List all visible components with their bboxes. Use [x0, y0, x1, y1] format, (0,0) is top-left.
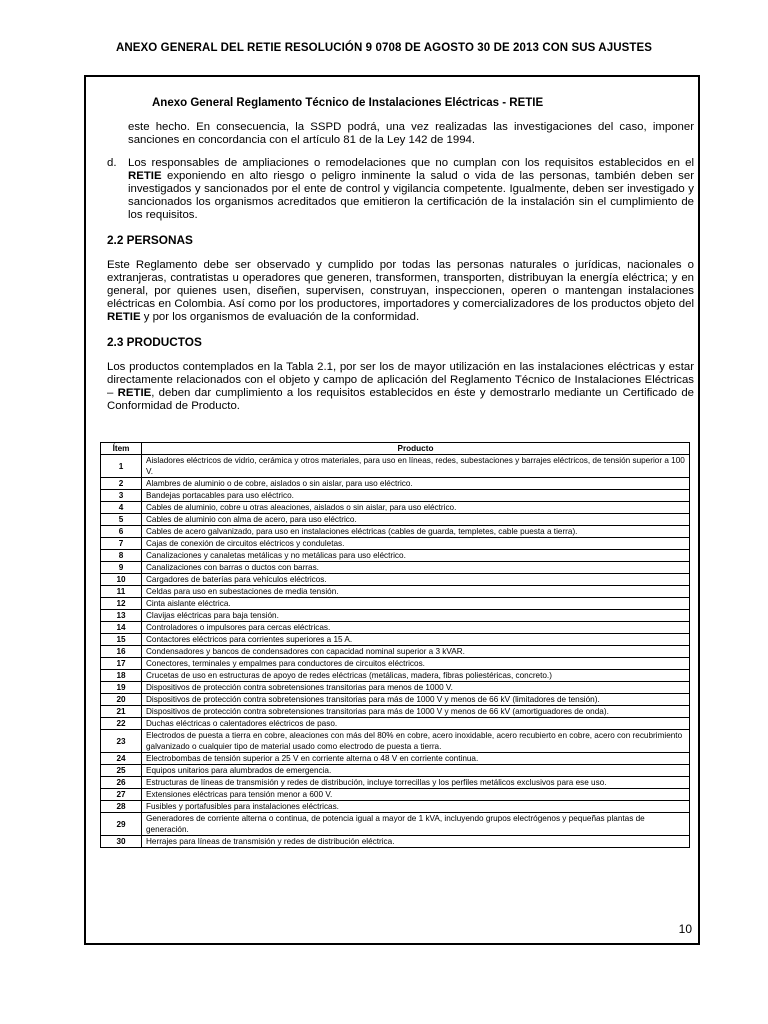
products-table: [100, 442, 690, 848]
item-number: 25: [101, 765, 142, 777]
table-row: [101, 801, 690, 813]
product-description: Electrodos de puesta a tierra en cobre, aleaciones con más del 80% en cobre, acero inoxidable, acero recubierto en cobre, acero con recubrimiento galvanizado o cualquier tipo de material usado como electrodo de puesta a tierra.: [142, 730, 690, 753]
item-number: 21: [101, 706, 142, 718]
column-header-producto: Producto: [142, 443, 690, 455]
item-number: 23: [101, 730, 142, 753]
table-row: [101, 813, 690, 836]
product-description: Dispositivos de protección contra sobretensiones transitorias para más de 1000 V y menos de 66 kV (amortiguadores de onda).: [142, 706, 690, 718]
product-description: Crucetas de uso en estructuras de apoyo de redes eléctricas (metálicas, madera, fibras poliestéricas, concreto.): [142, 670, 690, 682]
table-row: [101, 538, 690, 550]
item-number: 19: [101, 682, 142, 694]
paragraph-productos: Los productos contemplados en la Tabla 2.1, por ser los de mayor utilización en las instalaciones eléctricas y estar directamente relacionados con el objeto y campo de aplicación del Reglamento Técnico de Instalaciones Eléctricas – RETIE, deben dar cumplimiento a los requisitos establecidos en éste y demostrarlo mediante un Certificado de Conformidad de Producto.: [107, 361, 694, 412]
table-row: [101, 646, 690, 658]
table-row: [101, 718, 690, 730]
item-number: 22: [101, 718, 142, 730]
table-row: [101, 789, 690, 801]
continued-paragraph: este hecho. En consecuencia, la SSPD podrá, una vez realizadas las investigaciones del caso, imponer sanciones en concordancia con el artículo 81 de la Ley 142 de 1994.: [128, 121, 694, 146]
item-number: 13: [101, 610, 142, 622]
table-row: [101, 706, 690, 718]
product-description: Cajas de conexión de circuitos eléctricos y conduletas.: [142, 538, 690, 550]
product-description: Fusibles y portafusibles para instalaciones eléctricas.: [142, 801, 690, 813]
item-number: 1: [101, 455, 142, 478]
item-number: 3: [101, 490, 142, 502]
product-description: Equipos unitarios para alumbrados de emergencia.: [142, 765, 690, 777]
inner-title: Anexo General Reglamento Técnico de Instalaciones Eléctricas - RETIE: [152, 97, 544, 109]
item-number: 16: [101, 646, 142, 658]
table-row: [101, 634, 690, 646]
product-description: Dispositivos de protección contra sobretensiones transitorias para más de 1000 V y menos de 66 kV (limitadores de tensión).: [142, 694, 690, 706]
table-row: [101, 730, 690, 753]
product-description: Canalizaciones y canaletas metálicas y no metálicas para uso eléctrico.: [142, 550, 690, 562]
product-description: Cables de aluminio con alma de acero, para uso eléctrico.: [142, 514, 690, 526]
list-item-d: [107, 157, 694, 222]
page-number: 10: [678, 922, 692, 936]
product-description: Cables de acero galvanizado, para uso en instalaciones eléctricas (cables de guarda, templetes, cable puesta a tierra).: [142, 526, 690, 538]
section-heading-productos: 2.3 PRODUCTOS: [107, 335, 202, 349]
table-row: [101, 514, 690, 526]
document-header: ANEXO GENERAL DEL RETIE RESOLUCIÓN 9 0708 DE AGOSTO 30 DE 2013 CON SUS AJUSTES: [115, 42, 653, 54]
table-row: [101, 694, 690, 706]
item-number: 27: [101, 789, 142, 801]
item-number: 24: [101, 753, 142, 765]
item-number: 4: [101, 502, 142, 514]
product-description: Cargadores de baterías para vehículos eléctricos.: [142, 574, 690, 586]
table-row: [101, 550, 690, 562]
item-number: 15: [101, 634, 142, 646]
product-description: Controladores o impulsores para cercas eléctricas.: [142, 622, 690, 634]
table-row: [101, 455, 690, 478]
item-number: 10: [101, 574, 142, 586]
list-item-text: Los responsables de ampliaciones o remodelaciones que no cumplan con los requisitos establecidos en el RETIE exponiendo en alto riesgo o peligro inminente la salud o vida de las personas, también deben ser investigados y sancionados por el ente de control y vigilancia competente. Igualmente, deben ser investigado y sancionados los organismos acreditados que emitieron la certificación de la instalación sin el cumplimiento de los requisitos.: [128, 157, 694, 221]
product-description: Alambres de aluminio o de cobre, aislados o sin aislar, para uso eléctrico.: [142, 478, 690, 490]
item-number: 26: [101, 777, 142, 789]
section-heading-personas: 2.2 PERSONAS: [107, 233, 193, 247]
item-number: 12: [101, 598, 142, 610]
item-number: 8: [101, 550, 142, 562]
item-number: 9: [101, 562, 142, 574]
column-header-item: Ítem: [101, 443, 142, 455]
list-marker: d.: [107, 157, 117, 169]
product-description: Bandejas portacables para uso eléctrico.: [142, 490, 690, 502]
product-description: Condensadores y bancos de condensadores con capacidad nominal superior a 3 kVAR.: [142, 646, 690, 658]
table-row: [101, 777, 690, 789]
item-number: 17: [101, 658, 142, 670]
table-body: [101, 455, 690, 848]
product-description: Generadores de corriente alterna o continua, de potencia igual a mayor de 1 kVA, incluyendo grupos electrógenos y pequeñas plantas de generación.: [142, 813, 690, 836]
table-header-row: [101, 443, 690, 455]
product-description: Extensiones eléctricas para tensión menor a 600 V.: [142, 789, 690, 801]
item-number: 7: [101, 538, 142, 550]
table-row: [101, 765, 690, 777]
product-description: Dispositivos de protección contra sobretensiones transitorias para menos de 1000 V.: [142, 682, 690, 694]
product-description: Conectores, terminales y empalmes para conductores de circuitos eléctricos.: [142, 658, 690, 670]
item-number: 29: [101, 813, 142, 836]
table-row: [101, 574, 690, 586]
retie-bold: RETIE: [128, 170, 162, 182]
item-number: 14: [101, 622, 142, 634]
table-row: [101, 622, 690, 634]
product-description: Cinta aislante eléctrica.: [142, 598, 690, 610]
table-row: [101, 658, 690, 670]
item-number: 28: [101, 801, 142, 813]
table-row: [101, 682, 690, 694]
item-number: 11: [101, 586, 142, 598]
table-row: [101, 753, 690, 765]
table-row: [101, 526, 690, 538]
item-number: 5: [101, 514, 142, 526]
body-content: [107, 121, 694, 413]
product-description: Celdas para uso en subestaciones de media tensión.: [142, 586, 690, 598]
table-row: [101, 586, 690, 598]
product-description: Clavijas eléctricas para baja tensión.: [142, 610, 690, 622]
table-row: [101, 610, 690, 622]
product-description: Cables de aluminio, cobre u otras aleaciones, aislados o sin aislar, para uso eléctrico.: [142, 502, 690, 514]
item-number: 18: [101, 670, 142, 682]
paragraph-personas: Este Reglamento debe ser observado y cumplido por todas las personas naturales o jurídicas, nacionales o extranjeras, contratistas u operadores que generen, transformen, transporten, distribuyan la energía eléctrica; y en general, por quienes usen, diseñen, supervisen, construyan, inspeccionen, operen o mantengan instalaciones eléctricas en Colombia. Así como por los productores, importadores y comercializadores de los productos objeto del RETIE y por los organismos de evaluación de la conformidad.: [107, 259, 694, 323]
table-row: [101, 502, 690, 514]
table-row: [101, 598, 690, 610]
table-row: [101, 670, 690, 682]
item-number: 20: [101, 694, 142, 706]
product-description: Herrajes para líneas de transmisión y redes de distribución eléctrica.: [142, 836, 690, 848]
table-row: [101, 478, 690, 490]
table-row: [101, 562, 690, 574]
item-number: 2: [101, 478, 142, 490]
product-description: Aisladores eléctricos de vidrio, cerámica y otros materiales, para uso en líneas, redes, subestaciones y barrajes eléctricos, de tensión superior a 100 V.: [142, 455, 690, 478]
product-description: Electrobombas de tensión superior a 25 V en corriente alterna o 48 V en corriente continua.: [142, 753, 690, 765]
product-description: Duchas eléctricas o calentadores eléctricos de paso.: [142, 718, 690, 730]
item-number: 30: [101, 836, 142, 848]
table-row: [101, 836, 690, 848]
table-row: [101, 490, 690, 502]
product-description: Canalizaciones con barras o ductos con barras.: [142, 562, 690, 574]
product-description: Estructuras de líneas de transmisión y redes de distribución, incluye torrecillas y los perfiles metálicos exclusivos para ese uso.: [142, 777, 690, 789]
product-description: Contactores eléctricos para corrientes superiores a 15 A.: [142, 634, 690, 646]
item-number: 6: [101, 526, 142, 538]
